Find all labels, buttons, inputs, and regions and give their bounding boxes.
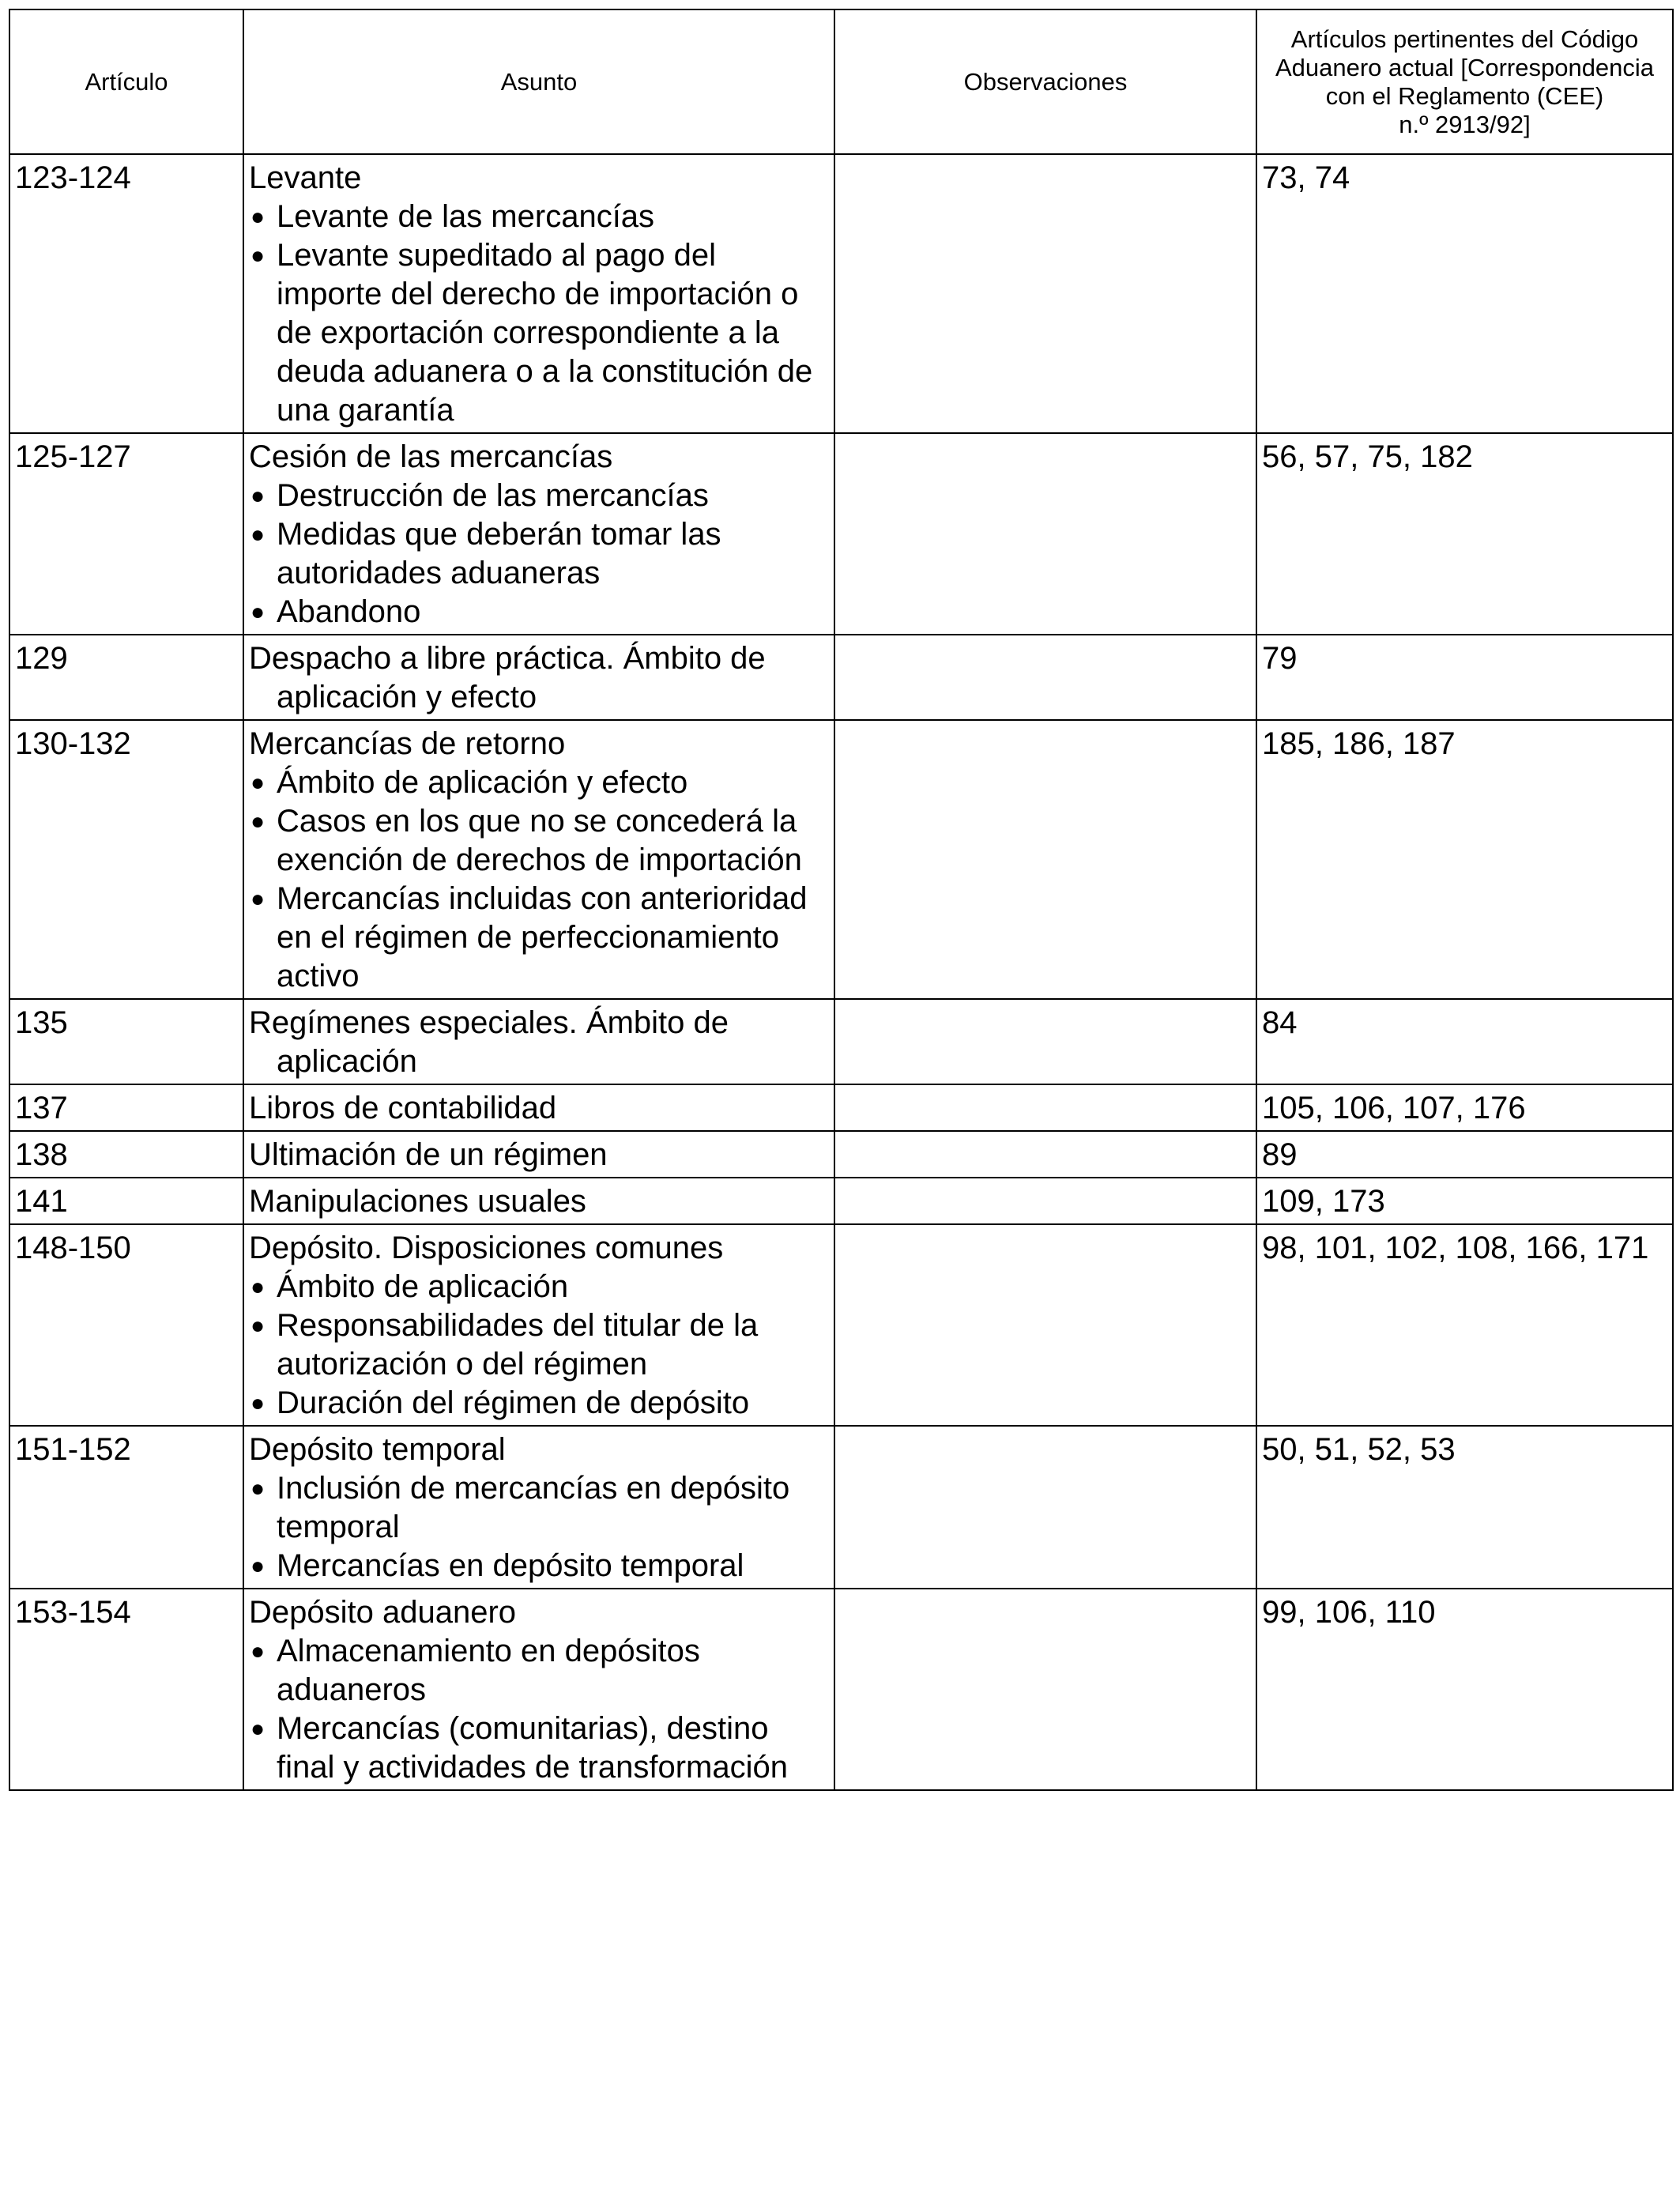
table-row	[9, 999, 1673, 1084]
subject-title: Regímenes especiales. Ámbito de aplicación	[249, 1005, 729, 1079]
bullet-text: Ámbito de aplicación	[277, 1269, 569, 1304]
cell-asunto	[243, 999, 834, 1084]
bullet-icon: ●	[250, 1274, 266, 1300]
bullet-text: Almacenamiento en depósitos aduaneros	[277, 1634, 700, 1707]
table-row	[9, 433, 1673, 635]
subject-bullet-item	[249, 236, 829, 430]
cell-observaciones	[834, 1426, 1256, 1589]
bullet-icon: ●	[250, 1390, 266, 1416]
cell-articulos-pertinentes: 56, 57, 75, 182	[1256, 433, 1673, 635]
cell-articulo: 138	[9, 1131, 243, 1178]
subject-bullet-item	[249, 1306, 829, 1384]
bullet-icon: ●	[250, 204, 266, 230]
cell-asunto	[243, 433, 834, 635]
bullet-icon: ●	[250, 522, 266, 548]
subject-bullet-item	[249, 763, 829, 802]
header-asunto: Asunto	[243, 9, 834, 154]
bullet-text: Mercancías incluidas con anterioridad en el régimen de perfeccionamiento activo	[277, 881, 808, 993]
cell-articulo: 153-154	[9, 1589, 243, 1790]
bullet-text: Levante de las mercancías	[277, 199, 655, 234]
cell-asunto	[243, 635, 834, 720]
cell-observaciones	[834, 720, 1256, 999]
cell-asunto	[243, 1426, 834, 1589]
subject-bullet-list	[249, 1632, 829, 1787]
subject-bullet-item	[249, 1469, 829, 1547]
table-row	[9, 154, 1673, 433]
subject-title: Ultimación de un régimen	[249, 1137, 608, 1172]
subject-bullet-list	[249, 477, 829, 631]
cell-observaciones	[834, 1589, 1256, 1790]
cell-asunto	[243, 1178, 834, 1224]
cell-articulos-pertinentes: 105, 106, 107, 176	[1256, 1084, 1673, 1131]
header-pertinentes-line: Artículos pertinentes del Código	[1290, 25, 1639, 53]
table-row	[9, 635, 1673, 720]
bullet-text: Ámbito de aplicación y efecto	[277, 765, 688, 800]
bullet-icon: ●	[250, 599, 266, 625]
header-articulos-pertinentes	[1256, 9, 1673, 154]
cell-observaciones	[834, 1131, 1256, 1178]
cell-observaciones	[834, 1178, 1256, 1224]
table-row	[9, 1178, 1673, 1224]
subject-bullet-item	[249, 515, 829, 593]
header-pertinentes-line: con el Reglamento (CEE)	[1325, 81, 1604, 110]
correspondence-table	[9, 9, 1674, 1791]
header-articulo: Artículo	[9, 9, 243, 154]
bullet-icon: ●	[250, 1638, 266, 1664]
header-observaciones: Observaciones	[834, 9, 1256, 154]
subject-title: Manipulaciones usuales	[249, 1184, 586, 1219]
header-pertinentes-line: n.º 2913/92]	[1399, 110, 1531, 138]
cell-articulo: 123-124	[9, 154, 243, 433]
cell-articulos-pertinentes: 84	[1256, 999, 1673, 1084]
bullet-text: Abandono	[277, 594, 421, 629]
cell-observaciones	[834, 154, 1256, 433]
bullet-text: Inclusión de mercancías en depósito temporal	[277, 1471, 790, 1544]
bullet-text: Casos en los que no se concederá la exención de derechos de importación	[277, 804, 802, 877]
subject-title: Depósito temporal	[249, 1432, 506, 1467]
cell-observaciones	[834, 1224, 1256, 1426]
table-row	[9, 1426, 1673, 1589]
bullet-text: Mercancías (comunitarias), destino final y actividades de transformación	[277, 1711, 788, 1785]
subject-title: Levante	[249, 160, 362, 195]
cell-articulo: 151-152	[9, 1426, 243, 1589]
subject-bullet-item	[249, 1384, 829, 1423]
subject-bullet-item	[249, 198, 829, 236]
bullet-text: Medidas que deberán tomar las autoridades aduaneras	[277, 517, 721, 590]
bullet-icon: ●	[250, 1476, 266, 1502]
subject-bullet-item	[249, 1268, 829, 1306]
cell-articulo: 125-127	[9, 433, 243, 635]
table-row	[9, 1131, 1673, 1178]
bullet-icon: ●	[250, 770, 266, 796]
cell-asunto	[243, 1084, 834, 1131]
cell-articulos-pertinentes: 99, 106, 110	[1256, 1589, 1673, 1790]
cell-articulo: 148-150	[9, 1224, 243, 1426]
cell-articulos-pertinentes: 185, 186, 187	[1256, 720, 1673, 999]
cell-asunto	[243, 1131, 834, 1178]
subject-title: Depósito aduanero	[249, 1595, 517, 1630]
cell-articulo: 137	[9, 1084, 243, 1131]
bullet-icon: ●	[250, 243, 266, 269]
subject-title: Libros de contabilidad	[249, 1091, 557, 1125]
subject-title: Mercancías de retorno	[249, 726, 566, 761]
bullet-icon: ●	[250, 1553, 266, 1579]
cell-observaciones	[834, 433, 1256, 635]
bullet-text: Levante supeditado al pago del importe del derecho de importación o de exportación correspondiente a la deuda aduanera o a la constitución de una garantía	[277, 238, 813, 428]
cell-articulos-pertinentes: 89	[1256, 1131, 1673, 1178]
bullet-text: Mercancías en depósito temporal	[277, 1548, 744, 1583]
bullet-text: Duración del régimen de depósito	[277, 1385, 750, 1420]
subject-bullet-item	[249, 802, 829, 880]
cell-articulos-pertinentes: 50, 51, 52, 53	[1256, 1426, 1673, 1589]
cell-asunto	[243, 1589, 834, 1790]
bullet-icon: ●	[250, 886, 266, 912]
cell-observaciones	[834, 1084, 1256, 1131]
table-row	[9, 1084, 1673, 1131]
cell-observaciones	[834, 635, 1256, 720]
subject-bullet-item	[249, 1632, 829, 1710]
cell-asunto	[243, 720, 834, 999]
cell-asunto	[243, 1224, 834, 1426]
table-row	[9, 1224, 1673, 1426]
cell-articulos-pertinentes: 73, 74	[1256, 154, 1673, 433]
bullet-text: Destrucción de las mercancías	[277, 478, 709, 513]
subject-bullet-list	[249, 198, 829, 430]
bullet-icon: ●	[250, 1313, 266, 1339]
cell-articulo: 141	[9, 1178, 243, 1224]
subject-bullet-item	[249, 1710, 829, 1787]
cell-asunto	[243, 154, 834, 433]
bullet-text: Responsabilidades del titular de la autorización o del régimen	[277, 1308, 759, 1382]
subject-title: Cesión de las mercancías	[249, 439, 613, 474]
subject-bullet-item	[249, 1547, 829, 1585]
cell-articulo: 135	[9, 999, 243, 1084]
header-row	[9, 9, 1673, 154]
cell-articulo: 130-132	[9, 720, 243, 999]
header-pertinentes-line: Aduanero actual [Correspondencia	[1275, 53, 1655, 81]
cell-articulos-pertinentes: 79	[1256, 635, 1673, 720]
table-row	[9, 720, 1673, 999]
cell-articulo: 129	[9, 635, 243, 720]
cell-articulos-pertinentes: 98, 101, 102, 108, 166, 171	[1256, 1224, 1673, 1426]
table-body	[9, 154, 1673, 1790]
subject-bullet-item	[249, 593, 829, 631]
subject-bullet-list	[249, 763, 829, 996]
bullet-icon: ●	[250, 809, 266, 835]
bullet-icon: ●	[250, 1716, 266, 1742]
subject-bullet-list	[249, 1469, 829, 1585]
subject-bullet-list	[249, 1268, 829, 1423]
subject-title: Despacho a libre práctica. Ámbito de aplicación y efecto	[249, 641, 766, 714]
subject-bullet-item	[249, 477, 829, 515]
cell-observaciones	[834, 999, 1256, 1084]
bullet-icon: ●	[250, 483, 266, 509]
subject-title: Depósito. Disposiciones comunes	[249, 1231, 724, 1265]
cell-articulos-pertinentes: 109, 173	[1256, 1178, 1673, 1224]
table-row	[9, 1589, 1673, 1790]
subject-bullet-item	[249, 880, 829, 996]
